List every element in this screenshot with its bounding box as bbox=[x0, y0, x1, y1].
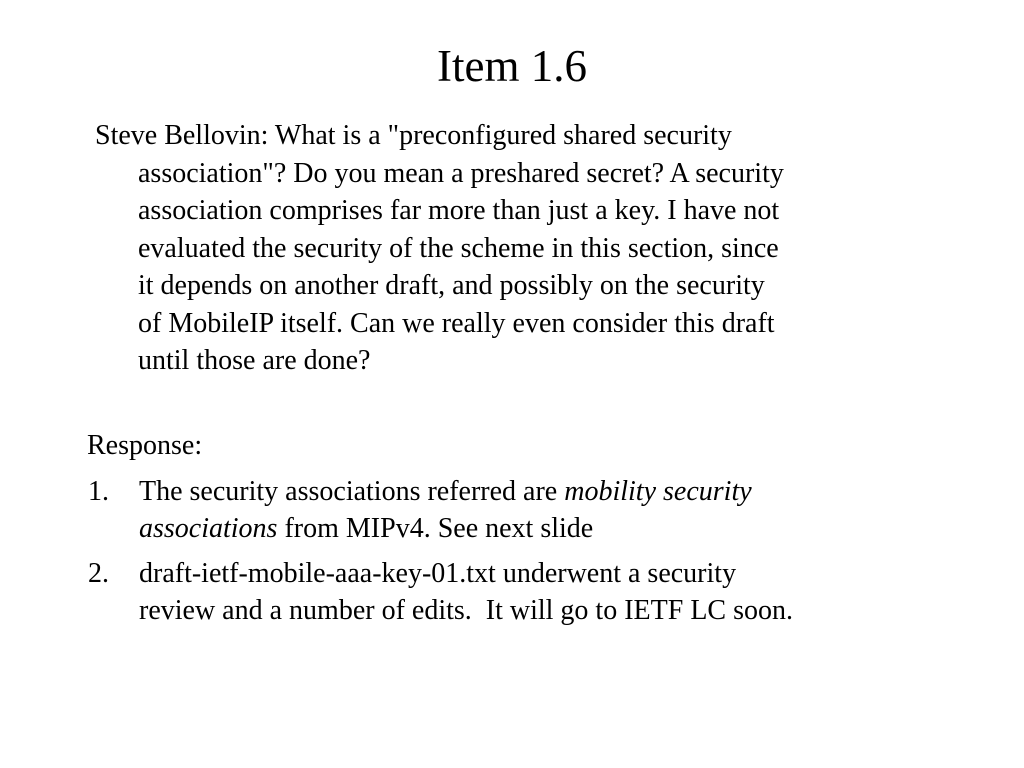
question-line: it depends on another draft, and possibly on the security bbox=[138, 270, 765, 301]
response-emphasis: associations bbox=[139, 513, 278, 544]
response-item-line bbox=[139, 510, 967, 547]
question-line: evaluated the security of the scheme in this section, since bbox=[138, 232, 779, 264]
question-paragraph bbox=[95, 117, 935, 380]
question-line: of MobileIP itself. Can we really even consider this draft bbox=[138, 307, 775, 339]
question-line: association comprises far more than just a key. I have not bbox=[138, 195, 780, 226]
response-text: from MIPv4. See next slide bbox=[277, 513, 594, 544]
question-line: until those are done? bbox=[138, 345, 371, 376]
response-item-line bbox=[139, 473, 967, 510]
response-item-line: review and a number of edits. It will go to IETF LC soon. bbox=[139, 595, 793, 626]
question-line: Steve Bellovin: What is a "preconfigured shared security bbox=[95, 120, 732, 151]
response-item-line: draft-ietf-mobile-aaa-key-01.txt underwent a security bbox=[139, 558, 737, 589]
response-list bbox=[87, 473, 967, 629]
response-item-number: 2. bbox=[88, 558, 109, 589]
response-emphasis: mobility security bbox=[564, 476, 752, 507]
response-item bbox=[87, 555, 967, 629]
question-line: association"? Do you mean a preshared secret? A security bbox=[138, 157, 784, 189]
response-text: The security associations referred are bbox=[139, 476, 565, 507]
response-label: Response: bbox=[87, 430, 203, 461]
slide-title: Item 1.6 bbox=[437, 41, 587, 91]
response-item bbox=[87, 473, 967, 547]
response-item-number: 1. bbox=[88, 476, 109, 507]
response-section bbox=[87, 427, 967, 637]
